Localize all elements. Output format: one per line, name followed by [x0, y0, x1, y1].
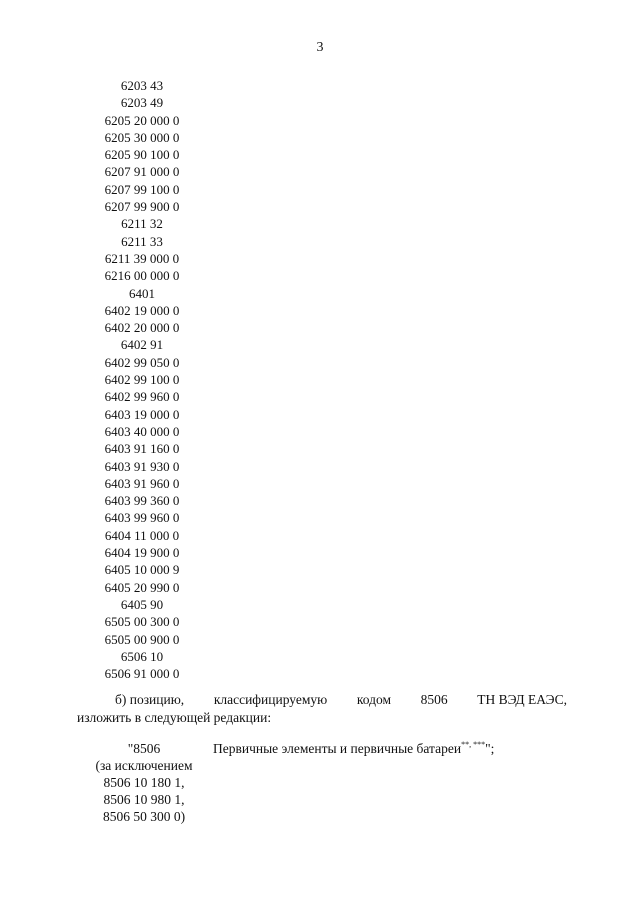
tariff-code: 6402 99 100 0	[104, 372, 180, 388]
entry-description-text: Первичные элементы и первичные батареи	[213, 741, 462, 756]
tariff-code: 6403 99 360 0	[104, 493, 180, 509]
tariff-code: 6405 10 000 9	[104, 562, 180, 578]
tariff-code: 6403 99 960 0	[104, 510, 180, 526]
tariff-code: 6402 99 050 0	[104, 354, 180, 370]
paragraph-word: ТН ВЭД ЕАЭС,	[477, 692, 567, 707]
paragraph-word: б) позицию,	[115, 692, 185, 707]
tariff-code: 6404 11 000 0	[104, 527, 180, 543]
tariff-code: 6506 91 000 0	[104, 666, 180, 682]
entry-code-line: 8506 10 980 1,	[103, 792, 185, 807]
paragraph-word: классифицируемую	[213, 692, 328, 707]
paragraph-second-line: изложить в следующей редакции:	[77, 710, 272, 725]
tariff-code: 6207 99 100 0	[104, 181, 180, 197]
entry-description	[213, 740, 494, 757]
amendment-paragraph	[77, 691, 567, 727]
tariff-code: 6402 20 000 0	[104, 320, 180, 336]
tariff-code: 6203 49	[120, 95, 164, 111]
tariff-code: 6505 00 900 0	[104, 631, 180, 647]
tariff-code: 6505 00 300 0	[104, 614, 180, 630]
tariff-code: 6402 99 960 0	[104, 389, 180, 405]
tariff-code-list	[92, 77, 192, 682]
entry-code-line: (за исключением	[95, 758, 193, 773]
tariff-code: 6205 30 000 0	[104, 129, 180, 145]
tariff-code: 6211 32	[121, 216, 163, 232]
tariff-code: 6205 20 000 0	[104, 112, 180, 128]
tariff-code: 6405 20 990 0	[104, 579, 180, 595]
tariff-code: 6203 43	[120, 78, 164, 93]
tariff-code: 6405 90	[120, 596, 164, 612]
tariff-code: 6402 19 000 0	[104, 302, 180, 318]
tariff-code: 6216 00 000 0	[104, 268, 180, 284]
tariff-code: 6402 91	[120, 337, 164, 353]
closing-quote: ";	[485, 741, 495, 756]
tariff-code: 6404 19 900 0	[104, 545, 180, 561]
page-number: 3	[316, 40, 324, 55]
tariff-code: 6205 90 100 0	[104, 147, 180, 163]
tariff-code: 6403 91 930 0	[104, 458, 180, 474]
tariff-code: 6207 99 900 0	[104, 199, 180, 215]
tariff-code: 6403 40 000 0	[104, 423, 180, 439]
paragraph-first-line	[77, 691, 567, 709]
entry-code-line: 8506 10 180 1,	[103, 775, 185, 790]
tariff-code: 6403 91 160 0	[104, 441, 180, 457]
tariff-code: 6403 19 000 0	[104, 406, 180, 422]
tariff-code: 6401	[129, 285, 155, 301]
footnote-marks: **, ***	[461, 740, 486, 749]
tariff-code: 6403 91 960 0	[104, 475, 180, 491]
entry-code-line: "8506	[127, 741, 161, 756]
entry-code-column	[88, 740, 200, 825]
tariff-code: 6211 33	[121, 233, 163, 249]
tariff-code: 6211 39 000 0	[104, 250, 180, 266]
tariff-code: 6506 10	[120, 648, 164, 664]
entry-code-line: 8506 50 300 0)	[102, 809, 186, 824]
paragraph-word: 8506	[420, 692, 448, 707]
paragraph-word: кодом	[356, 692, 392, 707]
tariff-code: 6207 91 000 0	[104, 164, 180, 180]
